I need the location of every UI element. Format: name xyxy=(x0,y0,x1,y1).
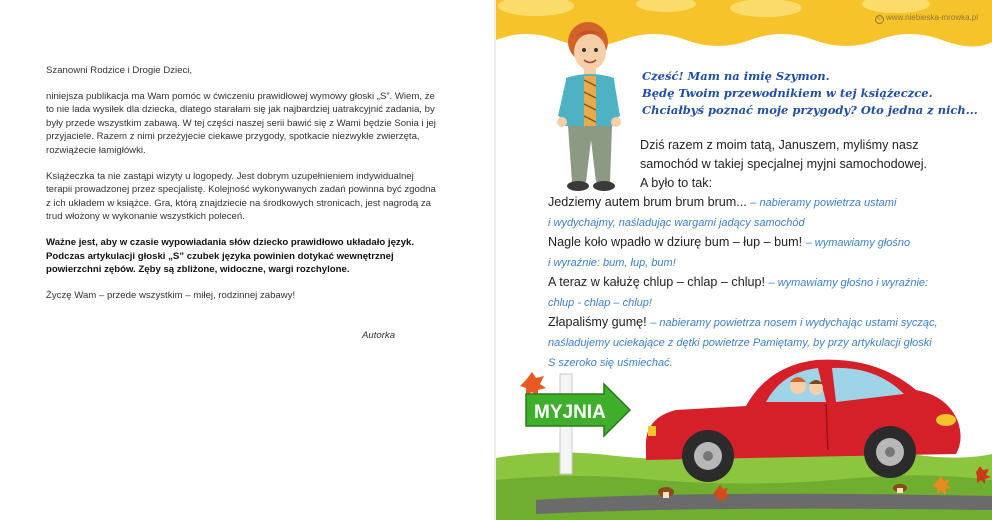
story-line xyxy=(548,273,968,293)
story-line xyxy=(548,213,968,233)
story-sentence: Złapaliśmy gumę! xyxy=(548,315,647,329)
intro-line: Chciałbyś poznać moje przygody? Oto jedna z nich... xyxy=(642,103,978,117)
story-lead-line: Dziś razem z moim tatą, Januszem, myliśmy nasz xyxy=(640,138,919,152)
paragraph-intro: niniejsza publikacja ma Wam pomóc w ćwiczeniu prawidłowej wymowy głoski „S”. Wiem, że to nie lada wysiłek dla dziecka, dlatego starałam się jak najbardziej uatrakcyjnić zadania, by były przede wszystkim zabawą. W tej części naszej serii bawić się z Wami będzie Sonia i jej przyjaciele. Razem z nimi przeżyjecie ciekawe przygody, spotkacie niezwykłe zwierzęta, rozwiążecie łamigłówki. xyxy=(46,90,436,156)
story-hint: S szeroko się uśmiechać. xyxy=(548,357,673,369)
story-lead-line: A było to tak: xyxy=(640,176,713,190)
car-wash-scene xyxy=(496,330,992,520)
story-hint: i wydychajmy, naśladując wargami jadący samochód xyxy=(548,217,805,229)
intro-speech xyxy=(642,68,982,119)
paragraph-therapy: Książeczka ta nie zastąpi wizyty u logopedy. Jest dobrym uzupełnieniem indywidualnej terapii prowadzonej przez specjalistę. Kolejność wykonywanych zadań powinna być zgodna z ich układem w książce. Gra, którą znajdziecie na środkowych stronicach, jest nagrodą za trud włożony w wykonanie wszystkich poleceń. xyxy=(46,170,436,223)
paragraph-articulation: Ważne jest, aby w czasie wypowiadania słów dziecko prawidłowo układało język. Podczas artykulacji głoski „S” czubek języka powinien dotykać wewnętrznej powierzchni zębów. Zęby są zbliżone, widoczne, wargi rozchylone. xyxy=(46,236,415,276)
intro-line: Będę Twoim przewodnikiem w tej książeczce. xyxy=(642,86,933,100)
story-hint: i wyraźnie: bum, łup, bum! xyxy=(548,257,676,269)
story-hint: – wymawiamy głośno i wyraźnie: xyxy=(768,277,929,289)
paragraph-wishes: Życzę Wam – przede wszystkim – miłej, rodzinnej zabawy! xyxy=(46,289,296,301)
story-sentence: Nagle koło wpadło w dziurę bum – łup – bum! xyxy=(548,235,803,249)
story-line xyxy=(548,193,968,213)
right-page xyxy=(496,0,992,520)
story-hint: – nabieramy powietrza nosem i wydychając ustami sycząc, xyxy=(650,317,938,329)
site-url-text: www.niebieska-mrowka.pl xyxy=(885,13,978,22)
story-line xyxy=(548,233,968,253)
story-lead-line: samochód w takiej specjalnej myjni samochodowej. xyxy=(640,157,927,171)
story-hint: chlup - chlap – chlup! xyxy=(548,297,652,309)
greeting: Szanowni Rodzice i Drogie Dzieci, xyxy=(46,65,193,76)
letter-text xyxy=(46,64,438,314)
boy-szymon-illustration xyxy=(546,16,630,196)
copyright-icon: © xyxy=(875,15,884,24)
site-url xyxy=(875,13,978,24)
story-hint: – wymawiamy głośno xyxy=(805,237,911,249)
story-line xyxy=(548,293,968,313)
story-sentence: A teraz w kałużę chlup – chlap – chlup! xyxy=(548,275,766,289)
sign-label: MYJNIA xyxy=(534,402,606,423)
story-sentence: Jedziemy autem brum brum brum... xyxy=(548,195,747,209)
story-line xyxy=(548,253,968,273)
story-hint: – nabieramy powietrza ustami xyxy=(750,197,897,209)
story-hint: naśladujemy uciekające z dętki powietrze Pamiętamy, by przy artykulacji głoski xyxy=(548,337,932,349)
story-lead xyxy=(640,136,960,193)
signature: Autorka xyxy=(362,330,396,341)
intro-line: Cześć! Mam na imię Szymon. xyxy=(642,69,830,83)
